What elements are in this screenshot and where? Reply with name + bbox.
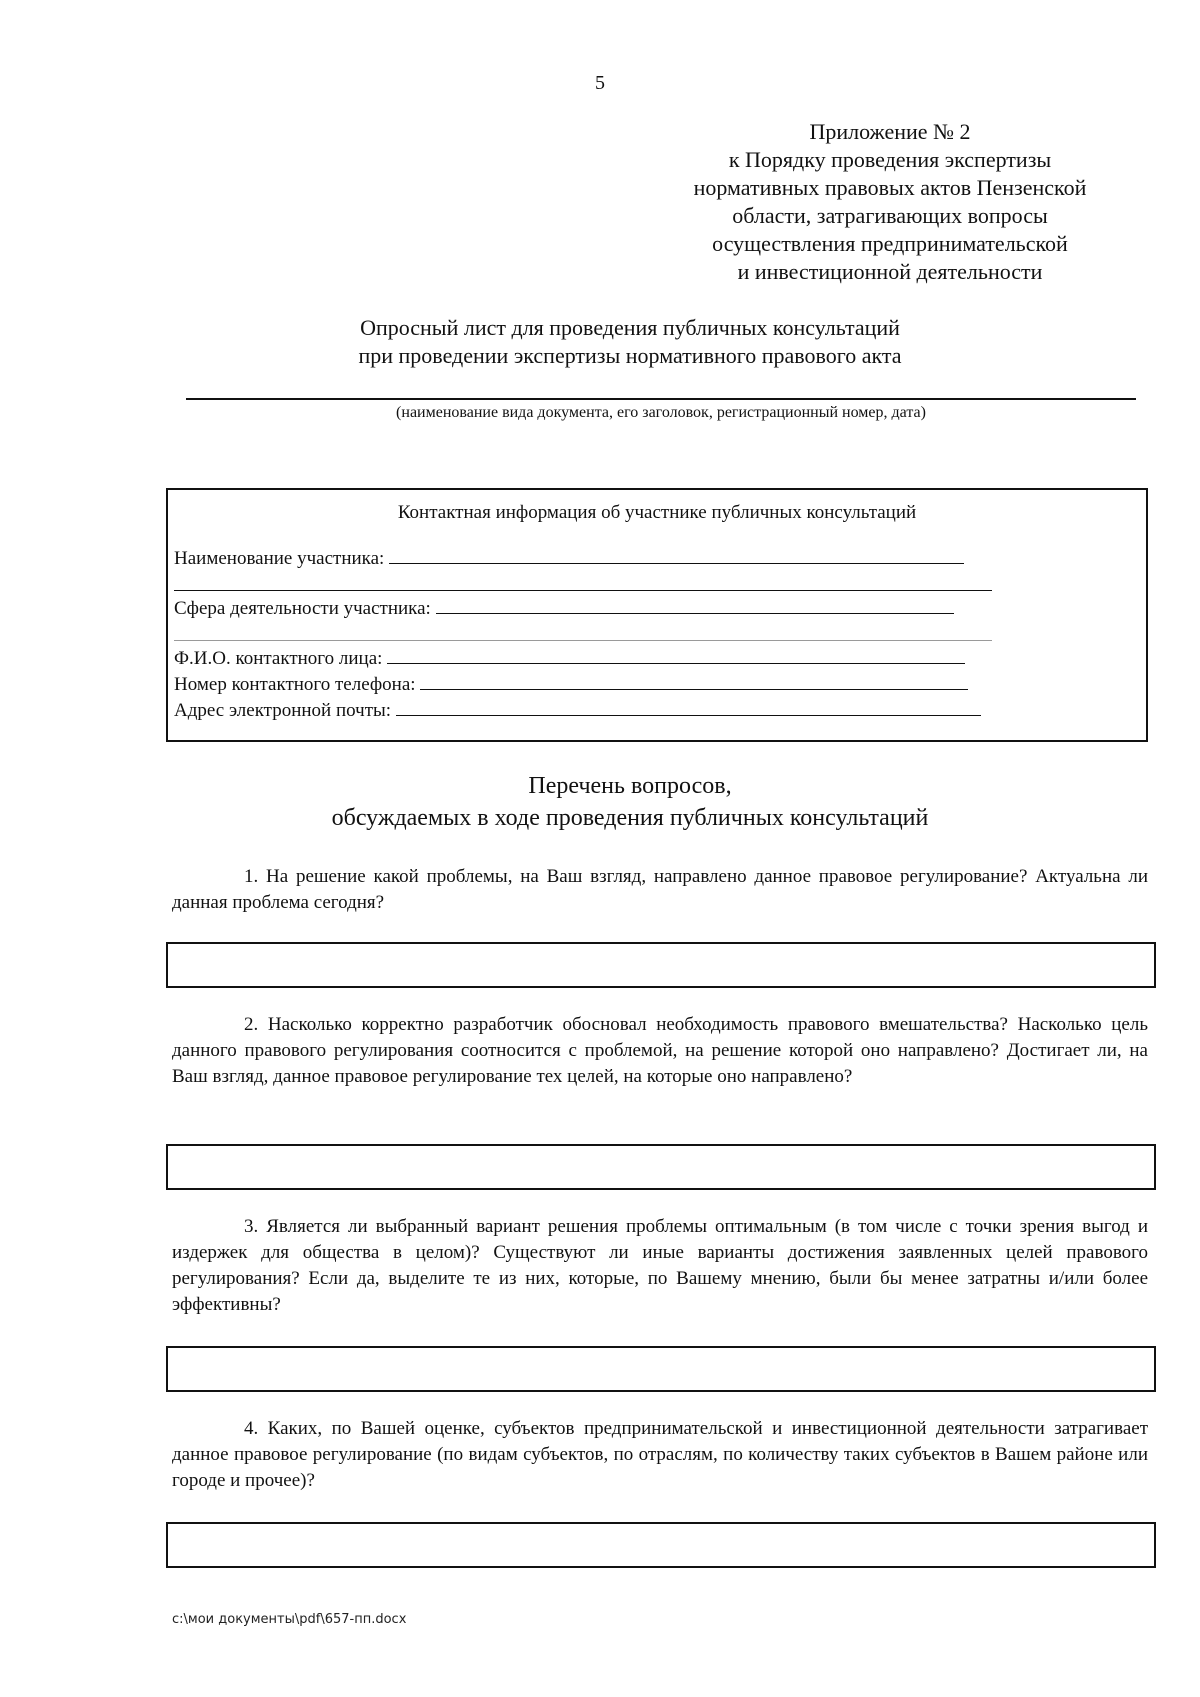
email-label: Адрес электронной почты: <box>174 700 392 721</box>
document-name-caption: (наименование вида документа, его заголовок, регистрационный номер, дата) <box>396 404 926 421</box>
contact-person-label: Ф.И.О. контактного лица: <box>174 648 383 669</box>
questions-title-line: Перечень вопросов, <box>528 773 732 799</box>
document-name-line[interactable] <box>186 398 1136 400</box>
question-3: 3. Является ли выбранный вариант решения проблемы оптимальным (в том числе с точки зрения выгод и издержек для общества в целом)? Существуют ли иные варианты достижения заявленных целей правового регулирования? Если да, выделите те из них, которые, по Вашему мнению, были бы менее затратны и/или более эффективны? <box>172 1216 1148 1315</box>
activity-sphere-extra-line[interactable] <box>174 640 992 641</box>
answer-box-1[interactable] <box>166 942 1156 988</box>
appendix-line: нормативных правовых актов Пензенской <box>693 175 1087 200</box>
question-4: 4. Каких, по Вашей оценке, субъектов предпринимательской и инвестиционной деятельности затрагивает данное правовое регулирование (по видам субъектов, по отраслям, по количеству таких субъектов в Вашем районе или городе и прочее)? <box>172 1418 1148 1491</box>
question-1: 1. На решение какой проблемы, на Ваш взгляд, направлено данное правовое регулирование? Актуальна ли данная проблема сегодня? <box>172 866 1148 913</box>
participant-name-input-line[interactable] <box>389 562 964 564</box>
contact-heading: Контактная информация об участнике публичных консультаций <box>397 502 917 523</box>
email-field <box>174 700 981 722</box>
participant-name-extra-line[interactable] <box>174 590 992 591</box>
contact-info-box <box>166 488 1148 742</box>
form-title-line: Опросный лист для проведения публичных консультаций <box>360 315 900 340</box>
question-2: 2. Насколько корректно разработчик обосновал необходимость правового вмешательства? Насколько цель данного правового регулирования соотносится с проблемой, на решение которой оно направлено? Достигает ли, на Ваш взгляд, данное правовое регулирование тех целей, на которые оно направлено? <box>172 1014 1148 1087</box>
activity-sphere-field <box>174 598 954 620</box>
answer-box-4[interactable] <box>166 1522 1156 1568</box>
page-number: 5 <box>595 72 605 94</box>
questions-title <box>200 770 1060 834</box>
appendix-line: осуществления предпринимательской <box>712 231 1068 256</box>
footer-file-path: c:\мои документы\pdf\657-пп.docx <box>172 1612 407 1627</box>
contact-person-field <box>174 648 965 670</box>
form-title-line: при проведении экспертизы нормативного правового акта <box>358 343 902 368</box>
activity-sphere-label: Сфера деятельности участника: <box>174 598 431 619</box>
appendix-line: области, затрагивающих вопросы <box>732 203 1048 228</box>
contact-person-input-line[interactable] <box>387 662 965 664</box>
appendix-line: Приложение № 2 <box>809 119 971 144</box>
questions-title-line: обсуждаемых в ходе проведения публичных консультаций <box>331 805 929 831</box>
answer-box-3[interactable] <box>166 1346 1156 1392</box>
answer-box-2[interactable] <box>166 1144 1156 1190</box>
phone-label: Номер контактного телефона: <box>174 674 416 695</box>
appendix-line: к Порядку проведения экспертизы <box>728 147 1052 172</box>
participant-name-label: Наименование участника: <box>174 548 385 569</box>
phone-field <box>174 674 968 696</box>
phone-input-line[interactable] <box>420 688 968 690</box>
participant-name-field <box>174 548 964 570</box>
appendix-header <box>630 118 1150 286</box>
email-input-line[interactable] <box>396 714 981 716</box>
activity-sphere-input-line[interactable] <box>436 612 954 614</box>
form-title <box>200 314 1060 370</box>
appendix-line: и инвестиционной деятельности <box>737 259 1043 284</box>
